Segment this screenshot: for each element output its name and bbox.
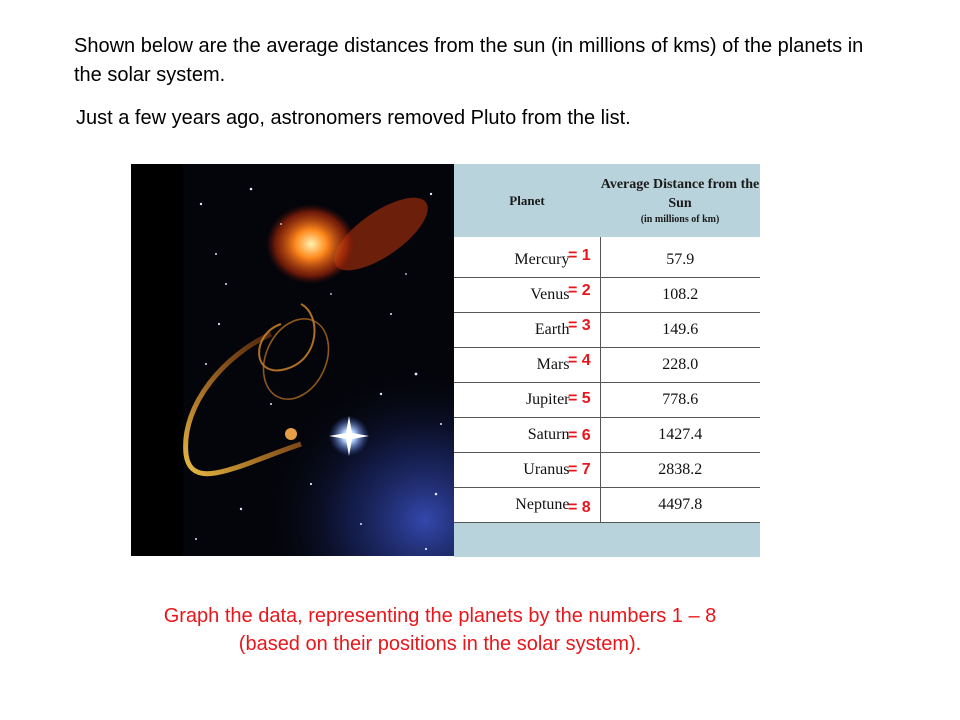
planet-name: Earth (454, 313, 600, 348)
planet-name: Neptune (454, 488, 600, 523)
planet-distance: 2838.2 (600, 453, 760, 488)
planet-index-label: = 1 (568, 247, 591, 264)
planet-index-label: = 3 (568, 317, 591, 334)
header-planet: Planet (454, 164, 600, 237)
planet-name: Mars (454, 348, 600, 383)
intro-text: Shown below are the average distances from the sun (in millions of kms) of the planets in the solar system. (74, 35, 864, 86)
planet-distance: 1427.4 (600, 418, 760, 453)
header-distance (600, 164, 760, 237)
planet-name: Saturn (454, 418, 600, 453)
planet-index-label: = 2 (568, 282, 591, 299)
planet-name: Uranus (454, 453, 600, 488)
planet-distance: 149.6 (600, 313, 760, 348)
planet-index-label: = 8 (568, 499, 591, 516)
planet-name: Jupiter (454, 383, 600, 418)
planet-index-label: = 4 (568, 352, 591, 369)
planet-name: Venus (454, 278, 600, 313)
table-header-row (454, 164, 760, 237)
planet-distance: 108.2 (600, 278, 760, 313)
planet-distance: 4497.8 (600, 488, 760, 523)
planet-index-label: = 7 (568, 461, 591, 478)
empty-cell (600, 523, 760, 558)
planet-distance: 57.9 (600, 237, 760, 278)
planet-name: Mercury (454, 237, 600, 278)
space-illustration (131, 164, 454, 556)
instructions-line-1: Graph the data, representing the planets by the numbers 1 – 8 (163, 605, 717, 627)
instructions-line-2: (based on their positions in the solar system). (238, 633, 642, 655)
header-distance-label: Average Distance from the Sun (600, 176, 760, 211)
planet-distance: 228.0 (600, 348, 760, 383)
graph-instructions (80, 602, 800, 658)
planet-index-label: = 6 (568, 427, 591, 444)
planet-distance: 778.6 (600, 383, 760, 418)
pluto-note: Just a few years ago, astronomers removed Pluto from the list. (76, 107, 631, 129)
planet-index-label: = 5 (568, 390, 591, 407)
table-empty-row (454, 523, 760, 558)
header-distance-unit: (in millions of km) (640, 213, 720, 225)
empty-cell (454, 523, 600, 558)
